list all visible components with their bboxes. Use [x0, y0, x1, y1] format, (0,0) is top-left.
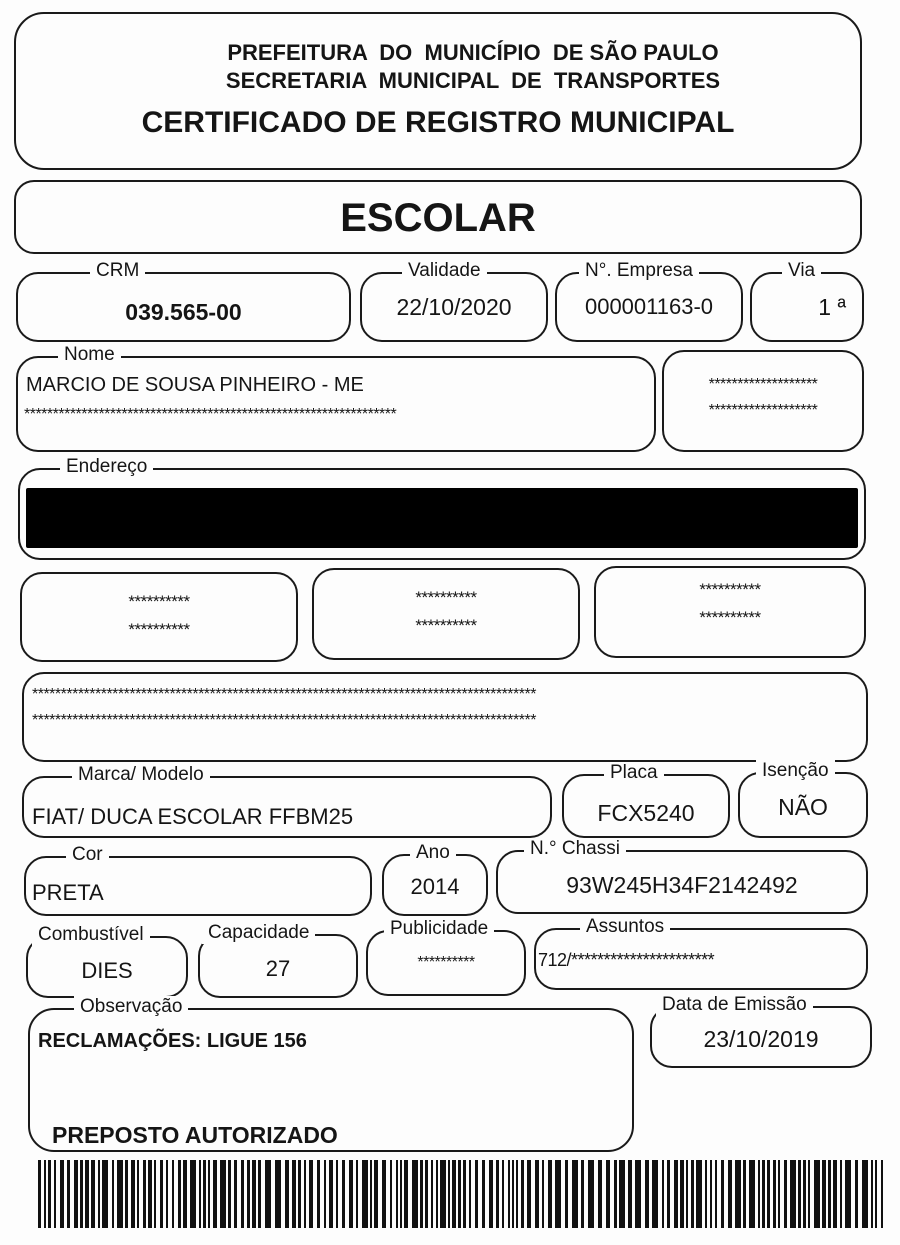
barcode-bar [213, 1160, 217, 1228]
barcode-bar [252, 1160, 256, 1228]
barcode-bar [565, 1160, 568, 1228]
barcode-bar [265, 1160, 271, 1228]
barcode-bar [48, 1160, 51, 1228]
isencao-value: NÃO [778, 794, 828, 820]
barcode-bar [74, 1160, 78, 1228]
barcode-bar [790, 1160, 796, 1228]
ano-value: 2014 [410, 874, 460, 899]
barcode-bar [598, 1160, 602, 1228]
barcode-bar [275, 1160, 281, 1228]
endereco-label: Endereço [60, 456, 153, 478]
barcode-bar [298, 1160, 301, 1228]
barcode-bar [452, 1160, 456, 1228]
barcode-bar [512, 1160, 514, 1228]
publicidade-box [366, 918, 526, 996]
barcode-bar [448, 1160, 450, 1228]
barcode-bar [516, 1160, 518, 1228]
barcode-bar [203, 1160, 206, 1228]
barcode-bar [527, 1160, 531, 1228]
masked-box-1-line2: ********** [128, 620, 190, 639]
nome-label: Nome [58, 344, 121, 366]
barcode-bar [715, 1160, 717, 1228]
barcode-bar [475, 1160, 478, 1228]
barcode-bar [822, 1160, 826, 1228]
barcode-bar [44, 1160, 46, 1228]
barcode-bar [208, 1160, 210, 1228]
endereco-box [18, 456, 866, 560]
barcode-bar [60, 1160, 64, 1228]
barcode-bar [555, 1160, 561, 1228]
isencao-label: Isenção [756, 760, 835, 782]
barcode-bar [67, 1160, 70, 1228]
barcode-bar [778, 1160, 780, 1228]
barcode-bar [154, 1160, 156, 1228]
barcode-bar [762, 1160, 765, 1228]
barcode-bar [840, 1160, 842, 1228]
crm-value: 039.565-00 [125, 299, 242, 325]
masked-box-1-line1: ********** [128, 592, 190, 611]
barcode-bar [458, 1160, 461, 1228]
via-label: Via [782, 260, 821, 282]
barcode-bar [349, 1160, 353, 1228]
barcode-bar [645, 1160, 649, 1228]
barcode-bar [686, 1160, 688, 1228]
barcode [38, 1160, 883, 1228]
barcode-bar [674, 1160, 678, 1228]
validade-value: 22/10/2020 [396, 294, 512, 320]
barcode-bar [85, 1160, 89, 1228]
barcode-bar [875, 1160, 877, 1228]
capacidade-value: 27 [265, 956, 291, 981]
barcode-bar [102, 1160, 108, 1228]
barcode-bar [705, 1160, 707, 1228]
nome-box [16, 344, 656, 452]
barcode-bar [572, 1160, 578, 1228]
barcode-bar [125, 1160, 128, 1228]
barcode-bar [220, 1160, 226, 1228]
ano-label: Ano [410, 842, 456, 864]
barcode-bar [117, 1160, 123, 1228]
category-label: ESCOLAR [340, 196, 536, 240]
validade-label: Validade [402, 260, 487, 282]
barcode-bar [356, 1160, 358, 1228]
chassi-value: 93W245H34F2142492 [566, 872, 798, 898]
observacao-line1: RECLAMAÇÕES: LIGUE 156 [38, 1030, 307, 1052]
placa-label: Placa [604, 762, 664, 784]
barcode-bar [588, 1160, 594, 1228]
chassi-box [496, 838, 868, 914]
marca-label: Marca/ Modelo [72, 764, 210, 786]
barcode-bar [548, 1160, 552, 1228]
barcode-bar [845, 1160, 851, 1228]
barcode-bar [721, 1160, 724, 1228]
barcode-bar [489, 1160, 493, 1228]
barcode-bar [614, 1160, 617, 1228]
barcode-bar [38, 1160, 41, 1228]
cor-box [24, 844, 372, 916]
barcode-bar [728, 1160, 732, 1228]
barcode-bar [521, 1160, 524, 1228]
barcode-bar [833, 1160, 837, 1228]
observacao-label: Observação [74, 996, 188, 1018]
barcode-bar [396, 1160, 398, 1228]
barcode-bar [172, 1160, 174, 1228]
barcode-bar [178, 1160, 181, 1228]
empresa-box [555, 260, 743, 342]
barcode-bar [166, 1160, 168, 1228]
assuntos-value: 712/********************** [538, 950, 715, 970]
barcode-bar [691, 1160, 694, 1228]
via-box [750, 260, 864, 342]
barcode-bar [420, 1160, 423, 1228]
masked-wide-line2: **************************************************************************************** [32, 712, 536, 729]
barcode-bar [292, 1160, 296, 1228]
masked-wide-line1: **************************************************************************************** [32, 686, 536, 703]
publicidade-value: ********** [417, 954, 475, 971]
validade-box [360, 260, 548, 342]
combustivel-label: Combustível [32, 924, 150, 946]
barcode-bar [881, 1160, 883, 1228]
barcode-bar [390, 1160, 392, 1228]
barcode-bar [412, 1160, 418, 1228]
barcode-bar [606, 1160, 610, 1228]
crm-label: CRM [90, 260, 145, 282]
barcode-bar [374, 1160, 378, 1228]
barcode-bar [160, 1160, 163, 1228]
barcode-bar [336, 1160, 338, 1228]
observacao-box [28, 996, 634, 1152]
barcode-bar [667, 1160, 670, 1228]
barcode-bar [784, 1160, 787, 1228]
assuntos-box [534, 916, 868, 990]
barcode-bar [581, 1160, 584, 1228]
barcode-bar [400, 1160, 402, 1228]
barcode-bar [855, 1160, 858, 1228]
placa-value: FCX5240 [597, 800, 695, 826]
barcode-bar [285, 1160, 289, 1228]
barcode-bar [183, 1160, 187, 1228]
barcode-bar [436, 1160, 438, 1228]
barcode-bar [871, 1160, 873, 1228]
endereco-redaction [26, 488, 858, 548]
barcode-bar [329, 1160, 333, 1228]
barcode-bar [508, 1160, 510, 1228]
barcode-bar [190, 1160, 196, 1228]
category-box [14, 180, 862, 254]
combustivel-box [26, 924, 188, 998]
empresa-label: N°. Empresa [579, 260, 699, 282]
barcode-bar [814, 1160, 820, 1228]
header-box [14, 12, 862, 170]
placa-box [562, 762, 730, 838]
barcode-bar [440, 1160, 446, 1228]
emissao-value: 23/10/2019 [703, 1026, 819, 1052]
barcode-bar [798, 1160, 801, 1228]
barcode-bar [469, 1160, 471, 1228]
capacidade-box [198, 922, 358, 998]
via-value: 1 ª [818, 294, 846, 320]
barcode-bar [317, 1160, 320, 1228]
masked-box-3 [594, 566, 866, 658]
barcode-bar [54, 1160, 56, 1228]
ano-box [382, 842, 488, 916]
barcode-bar [749, 1160, 755, 1228]
nome-side-box [662, 350, 864, 452]
nome-side-line2: ******************* [708, 402, 818, 419]
barcode-bar [496, 1160, 499, 1228]
nome-side-line1: ******************* [708, 376, 818, 393]
barcode-bar [362, 1160, 368, 1228]
cor-label: Cor [66, 844, 109, 866]
masked-box-2-line1: ********** [415, 588, 477, 607]
cor-value: PRETA [32, 880, 104, 905]
barcode-bar [404, 1160, 408, 1228]
masked-box-1 [20, 572, 298, 662]
barcode-bar [696, 1160, 702, 1228]
barcode-bar [635, 1160, 641, 1228]
masked-box-2-line2: ********** [415, 616, 477, 635]
barcode-bar [542, 1160, 544, 1228]
emissao-label: Data de Emissão [656, 994, 813, 1016]
barcode-bar [773, 1160, 776, 1228]
barcode-bar [258, 1160, 261, 1228]
barcode-bar [619, 1160, 625, 1228]
barcode-bar [502, 1160, 504, 1228]
barcode-bar [743, 1160, 746, 1228]
barcode-bar [137, 1160, 139, 1228]
barcode-bar [247, 1160, 250, 1228]
barcode-bar [767, 1160, 770, 1228]
barcode-bar [91, 1160, 95, 1228]
barcode-bar [80, 1160, 83, 1228]
marca-value: FIAT/ DUCA ESCOLAR FFBM25 [32, 804, 354, 829]
barcode-bar [199, 1160, 201, 1228]
header-line2: SECRETARIA MUNICIPAL DE TRANSPORTES [225, 68, 721, 93]
crm-box [16, 260, 351, 342]
barcode-bar [828, 1160, 831, 1228]
barcode-bar [234, 1160, 237, 1228]
masked-box-3-line2: ********** [699, 608, 761, 627]
assuntos-label: Assuntos [580, 916, 670, 938]
masked-wide-box [22, 672, 868, 762]
document-title: CERTIFICADO DE REGISTRO MUNICIPAL [141, 106, 735, 139]
masked-box-2 [312, 568, 580, 660]
barcode-bar [228, 1160, 231, 1228]
observacao-line2: PREPOSTO AUTORIZADO [52, 1122, 338, 1148]
barcode-bar [862, 1160, 868, 1228]
publicidade-label: Publicidade [384, 918, 494, 940]
barcode-bar [241, 1160, 244, 1228]
isencao-box [738, 760, 868, 838]
nome-line2: ***************************************************************** [24, 406, 397, 423]
header-line1: PREFEITURA DO MUNICÍPIO DE SÃO PAULO [227, 40, 719, 65]
barcode-bar [803, 1160, 806, 1228]
barcode-bar [710, 1160, 712, 1228]
barcode-bar [808, 1160, 810, 1228]
barcode-bar [131, 1160, 135, 1228]
barcode-bar [431, 1160, 433, 1228]
marca-box [22, 764, 552, 838]
barcode-bar [304, 1160, 306, 1228]
masked-box-3-line1: ********** [699, 580, 761, 599]
barcode-bar [370, 1160, 372, 1228]
barcode-bar [652, 1160, 658, 1228]
barcode-bar [735, 1160, 741, 1228]
barcode-bar [535, 1160, 539, 1228]
barcode-bar [324, 1160, 326, 1228]
barcode-bar [463, 1160, 466, 1228]
barcode-bar [482, 1160, 485, 1228]
barcode-bar [309, 1160, 313, 1228]
barcode-bar [680, 1160, 684, 1228]
barcode-bar [628, 1160, 632, 1228]
barcode-bar [143, 1160, 146, 1228]
barcode-bar [148, 1160, 152, 1228]
capacidade-label: Capacidade [202, 922, 315, 944]
barcode-bar [425, 1160, 428, 1228]
barcode-bar [662, 1160, 664, 1228]
nome-value: MARCIO DE SOUSA PINHEIRO - ME [26, 374, 364, 396]
barcode-bar [382, 1160, 386, 1228]
chassi-label: N.° Chassi [524, 838, 626, 860]
barcode-bar [98, 1160, 100, 1228]
emissao-box [650, 994, 872, 1068]
empresa-value: 000001163-0 [584, 294, 714, 319]
barcode-bar [342, 1160, 345, 1228]
barcode-bar [112, 1160, 114, 1228]
barcode-bar [758, 1160, 760, 1228]
combustivel-value: DIES [81, 958, 133, 983]
